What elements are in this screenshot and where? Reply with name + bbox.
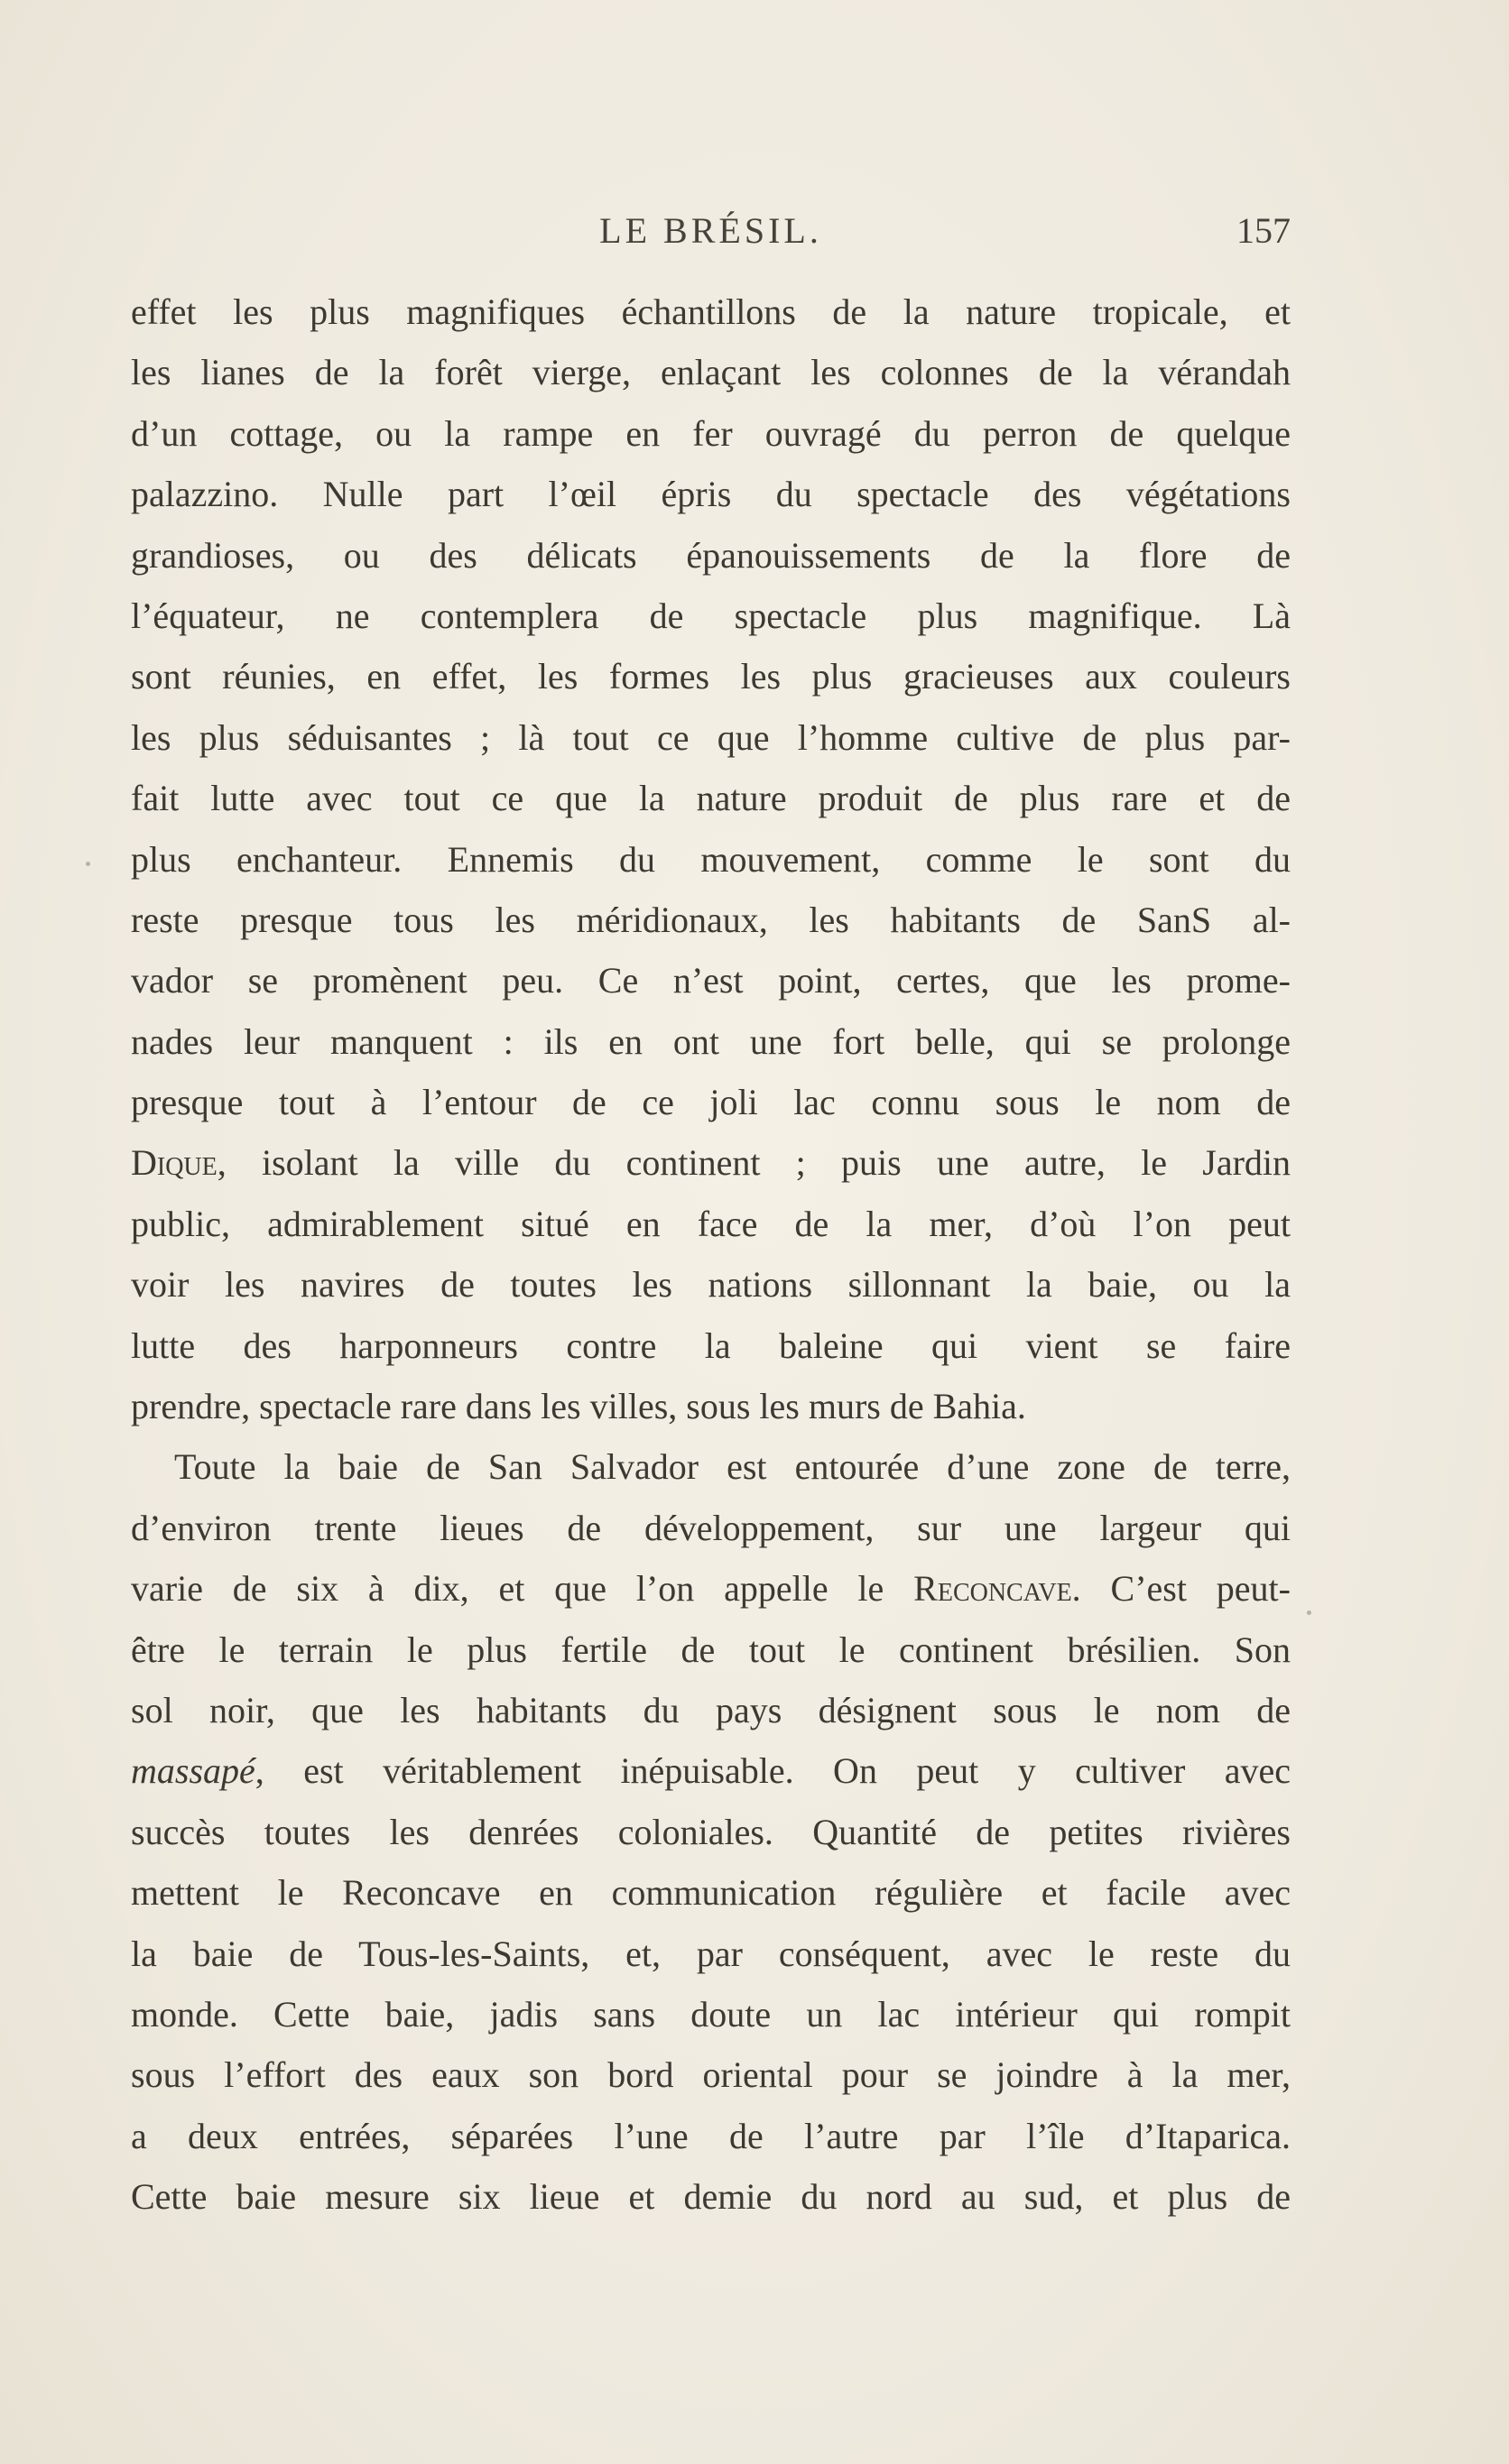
- text-line: Cette baie mesure six lieue et demie du nord au sud, et plus de: [131, 2176, 1291, 2218]
- text-line: d’un cottage, ou la rampe en fer ouvragé du perron de quelque: [131, 412, 1291, 454]
- text-line: voir les navires de toutes les nations sillonnant la baie, ou la: [131, 1264, 1291, 1306]
- text-line: reste presque tous les méridionaux, les habitants de SanS al-: [131, 899, 1291, 940]
- text-line: d’environ trente lieues de développement, sur une largeur qui: [131, 1507, 1291, 1548]
- paper-speck: [86, 862, 90, 866]
- text-line: mettent le Reconcave en communication régulière et facile avec: [131, 1872, 1291, 1914]
- text-line: [131, 1740, 1291, 1801]
- text-line: les plus séduisantes ; là tout ce que l’homme cultive de plus par-: [131, 716, 1291, 758]
- text-segment: . C’est peut-: [1071, 1568, 1291, 1610]
- text-line: sol noir, que les habitants du pays désignent sous le nom de: [131, 1689, 1291, 1730]
- text-line: a deux entrées, séparées l’une de l’autre par l’île d’Itaparica.: [131, 2115, 1291, 2156]
- text-line: [131, 1558, 1291, 1619]
- italic-word-massape: massapé: [131, 1750, 255, 1792]
- text-segment: , est véritablement inépuisable. On peut y cultiver avec: [255, 1750, 1291, 1792]
- text-line-paragraph-start: Toute la baie de San Salvador est entourée d’une zone de terre,: [174, 1446, 1291, 1488]
- text-line: les lianes de la forêt vierge, enlaçant les colonnes de la vérandah: [131, 352, 1291, 393]
- paper-speck: [1307, 1610, 1311, 1615]
- text-line: l’équateur, ne contemplera de spectacle plus magnifique. Là: [131, 595, 1291, 636]
- text-line: lutte des harponneurs contre la baleine qui vient se faire: [131, 1324, 1291, 1366]
- page-number: 157: [1236, 210, 1291, 251]
- text-line: public, admirablement situé en face de la mer, d’où l’on peut: [131, 1203, 1291, 1244]
- text-line: sous l’effort des eaux son bord oriental pour se joindre à la mer,: [131, 2054, 1291, 2096]
- text-line: prendre, spectacle rare dans les villes, sous les murs de Bahia.: [131, 1386, 1026, 1427]
- text-line: être le terrain le plus fertile de tout le continent brésilien. Son: [131, 1629, 1291, 1670]
- text-line: fait lutte avec tout ce que la nature produit de plus rare et de: [131, 778, 1291, 819]
- text-segment: varie de six à dix, et que l’on appelle le: [131, 1568, 914, 1610]
- running-head: LE BRÉSIL.: [599, 210, 822, 251]
- text-line: plus enchanteur. Ennemis du mouvement, comme le sont du: [131, 838, 1291, 880]
- text-line: grandioses, ou des délicats épanouissements de la flore de: [131, 534, 1291, 576]
- text-line: monde. Cette baie, jadis sans doute un lac intérieur qui rompit: [131, 1993, 1291, 2035]
- text-line: sont réunies, en effet, les formes les plus gracieuses aux couleurs: [131, 656, 1291, 697]
- text-line: nades leur manquent : ils en ont une fort belle, qui se prolonge: [131, 1020, 1291, 1062]
- text-line: succès toutes les denrées coloniales. Quantité de petites rivières: [131, 1811, 1291, 1852]
- smallcaps-word-reconcave: Reconcave: [913, 1568, 1072, 1610]
- text-line: [131, 1132, 1291, 1193]
- text-line: effet les plus magnifiques échantillons de la nature tropicale, et: [131, 291, 1291, 332]
- text-line: palazzino. Nulle part l’œil épris du spectacle des végétations: [131, 474, 1291, 515]
- text-line: presque tout à l’entour de ce joli lac connu sous le nom de: [131, 1082, 1291, 1123]
- page-header: [131, 209, 1291, 263]
- text-segment: , isolant la ville du continent ; puis une autre, le Jardin: [217, 1142, 1291, 1184]
- text-line: vador se promènent peu. Ce n’est point, certes, que les prome-: [131, 960, 1291, 1001]
- body-text: [131, 281, 1291, 2228]
- smallcaps-word-dique: Dique: [131, 1142, 218, 1184]
- text-line: la baie de Tous-les-Saints, et, par conséquent, avec le reste du: [131, 1933, 1291, 1974]
